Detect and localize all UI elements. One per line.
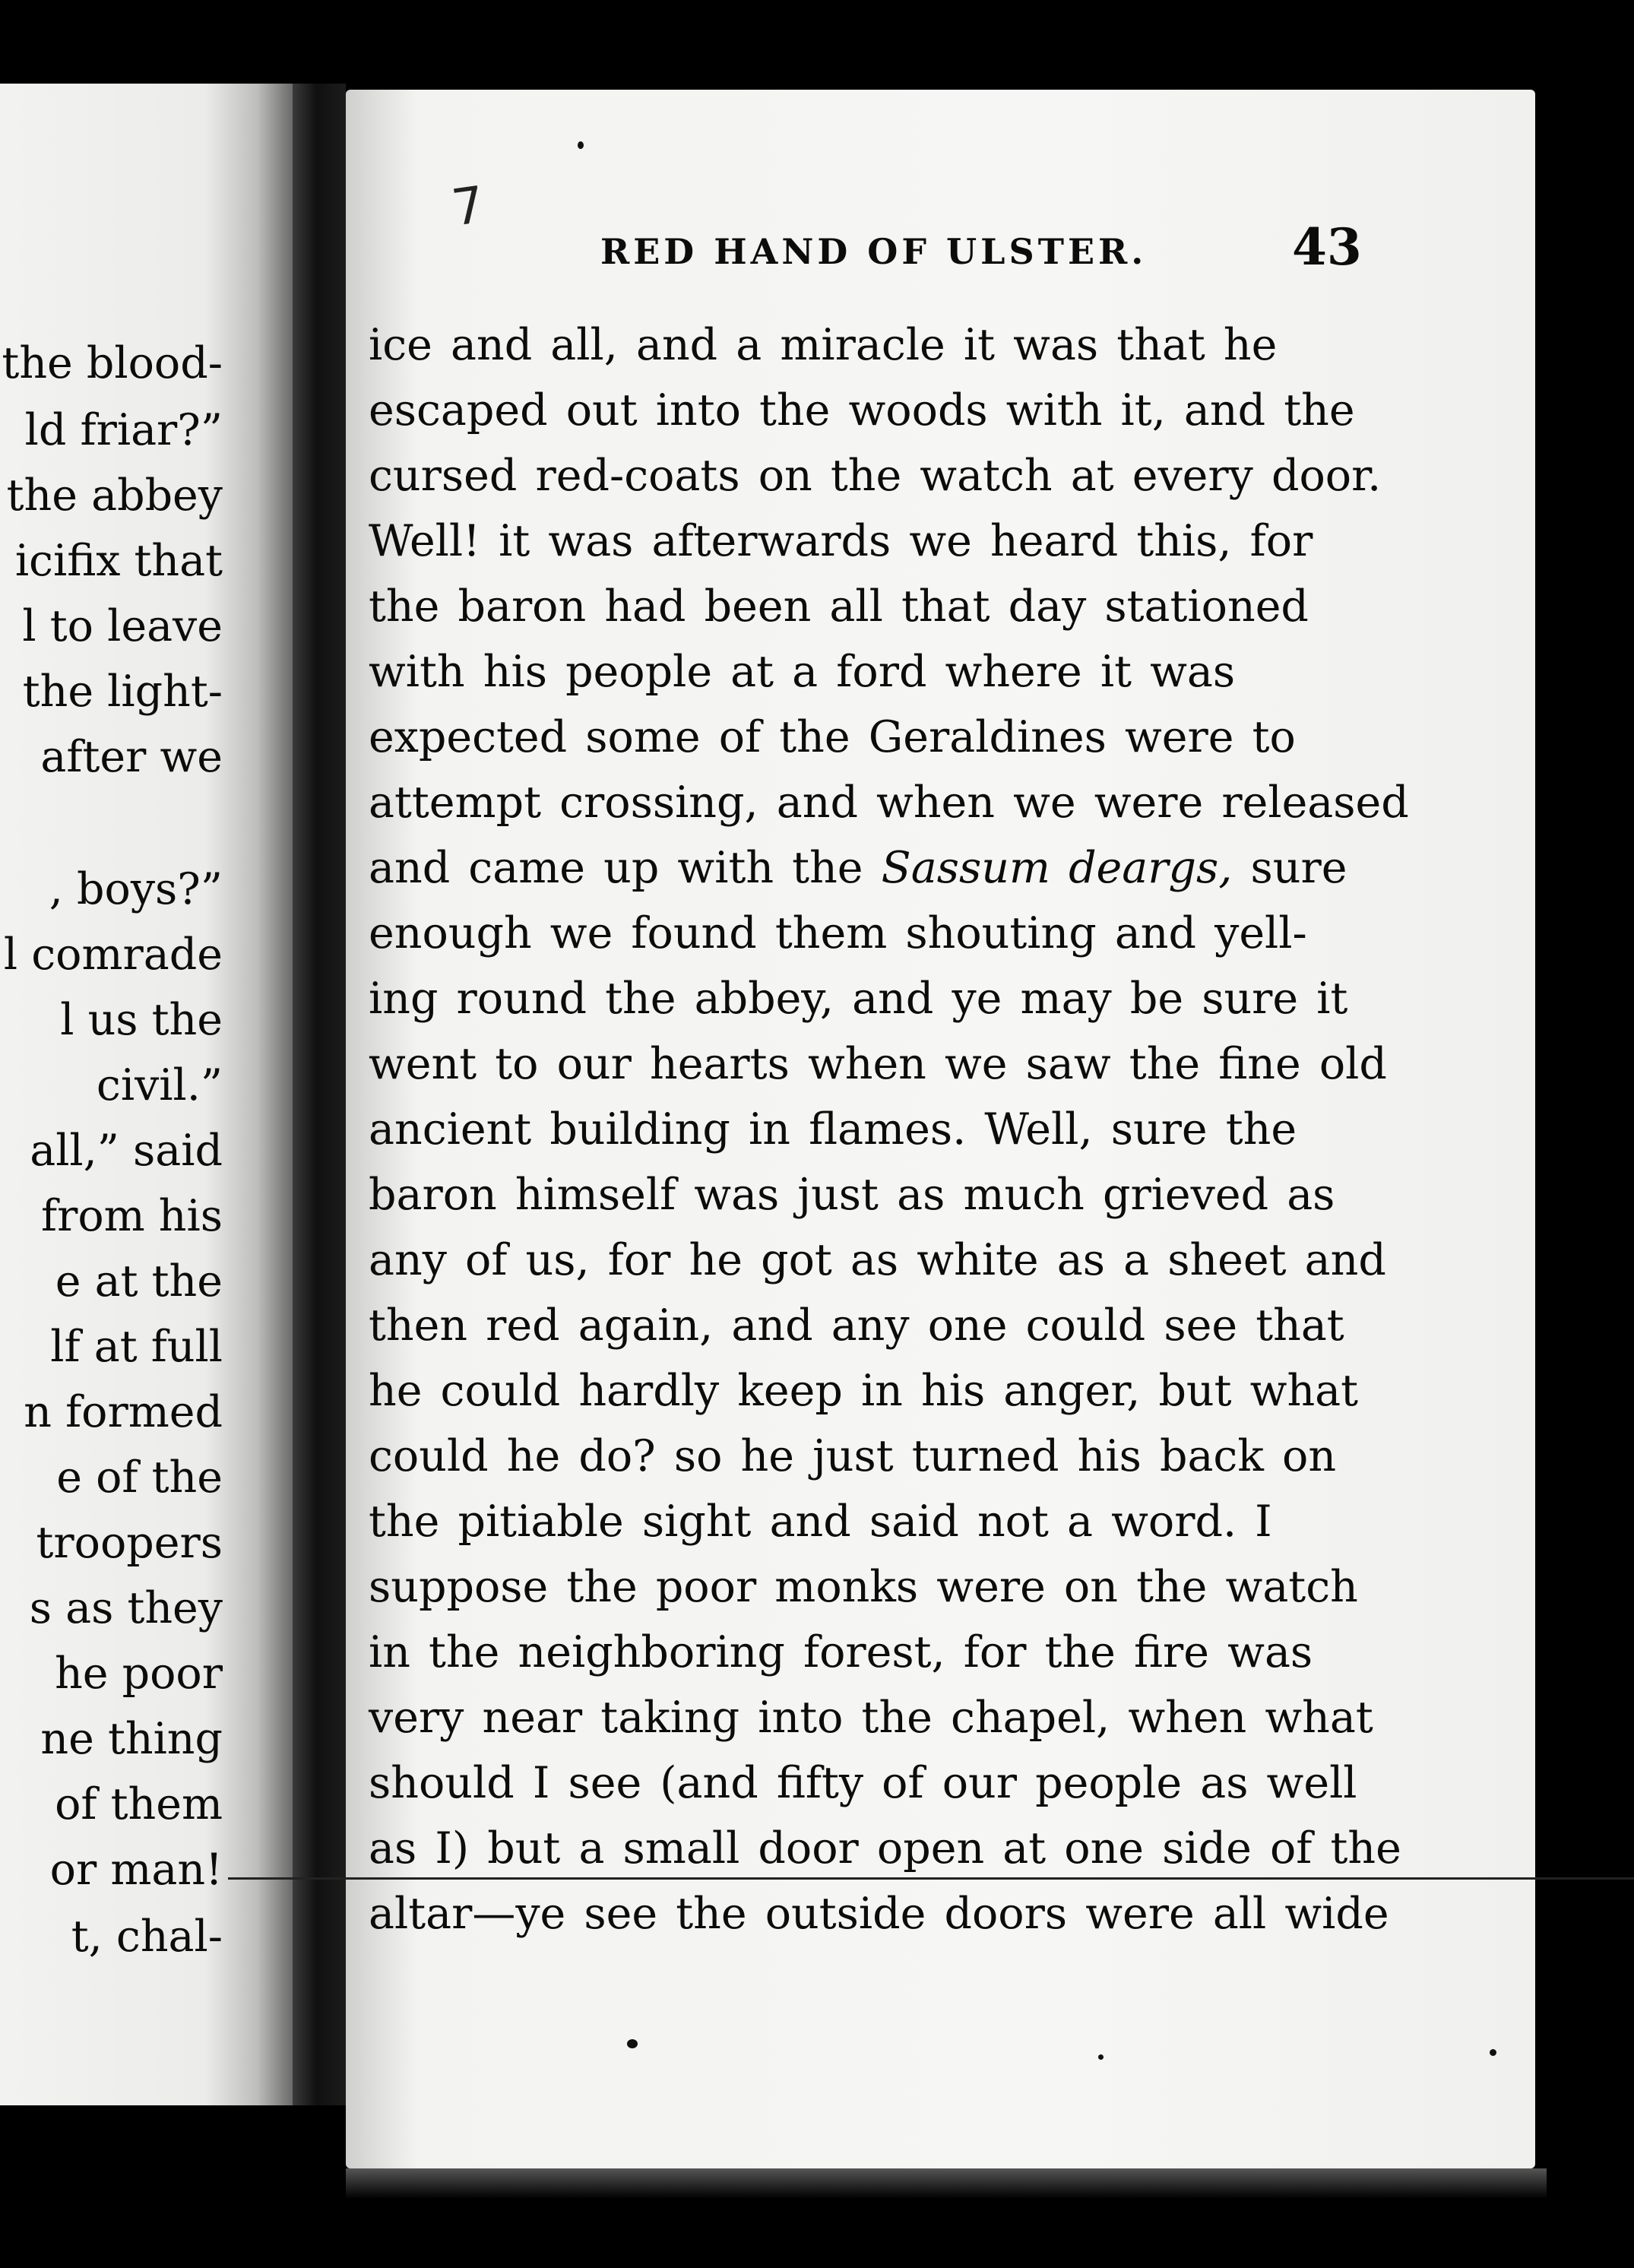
left-page-line: l us the [60, 995, 223, 1045]
left-page-line: the blood- [2, 338, 223, 388]
page-header [346, 217, 1535, 278]
text-line: escaped out into the woods with it, and the [369, 385, 1355, 436]
text-line: went to our hearts when we saw the fine old [369, 1039, 1387, 1089]
text-line: baron himself was just as much grieved as [369, 1170, 1335, 1220]
ink-speck [578, 141, 584, 149]
left-page-line: after we [40, 732, 223, 782]
left-page-line: civil.” [96, 1060, 223, 1110]
left-page-line: the abbey [6, 470, 223, 521]
left-page-line: icifix that [14, 536, 223, 586]
left-page-line: l to leave [22, 601, 223, 651]
left-page-line: e of the [56, 1452, 223, 1503]
text-line: ancient building in flames. Well, sure the [369, 1104, 1297, 1155]
page-number: 43 [1292, 217, 1362, 277]
book-page [346, 90, 1535, 2168]
left-page-line: ne thing [40, 1714, 223, 1764]
page-bottom-shadow [346, 2168, 1547, 2199]
left-page-line: s as they [29, 1583, 223, 1633]
text-line: any of us, for he got as white as a sheet and [369, 1235, 1386, 1285]
handwritten-margin-mark: 7 [448, 175, 489, 238]
scan-line-artifact [228, 1877, 1634, 1880]
text-line: suppose the poor monks were on the watch [369, 1562, 1358, 1612]
left-page-line: lf at full [50, 1322, 223, 1372]
left-page-line: the light- [22, 667, 223, 717]
ink-speck [627, 2039, 638, 2048]
left-page-line: t, chal- [71, 1912, 223, 1962]
text-line: expected some of the Geraldines were to [369, 712, 1296, 762]
left-page-line: l comrade [3, 930, 223, 980]
left-page-line: all,” said [30, 1126, 223, 1176]
text-line: in the neighboring forest, for the fire was [369, 1627, 1313, 1677]
ink-speck [1490, 2049, 1496, 2056]
left-page-line: troopers [36, 1518, 223, 1568]
text-line-end: sure [1250, 843, 1347, 893]
text-line: as I) but a small door open at one side of the [369, 1823, 1401, 1874]
text-line: the baron had been all that day stationed [369, 581, 1309, 632]
text-line: enough we found them shouting and yell- [369, 908, 1307, 958]
ink-speck [1098, 2054, 1104, 2060]
text-line: should I see (and fifty of our people as well [369, 1758, 1357, 1808]
text-line: the pitiable sight and said not a word. I [369, 1497, 1272, 1547]
text-line: could he do? so he just turned his back on [369, 1431, 1337, 1481]
text-line: altar—ye see the outside doors were all wide [369, 1889, 1389, 1939]
text-line: with his people at a ford where it was [369, 647, 1236, 697]
text-line: very near taking into the chapel, when what [369, 1693, 1373, 1743]
italic-phrase: Sassum deargs, [881, 843, 1233, 893]
text-line: ing round the abbey, and ye may be sure it [369, 974, 1348, 1024]
left-page-line: , boys?” [49, 864, 223, 914]
left-page-line: e at the [55, 1256, 223, 1307]
left-page-line: ld friar?” [24, 405, 223, 455]
text-line: attempt crossing, and when we were released [369, 778, 1409, 828]
text-line-with-italic [369, 841, 1347, 895]
left-page-line: n formed [24, 1387, 223, 1437]
left-page-line: from his [40, 1191, 223, 1241]
text-line: cursed red-coats on the watch at every door. [369, 451, 1382, 501]
text-line: then red again, and any one could see that [369, 1300, 1344, 1351]
text-line: Well! it was afterwards we heard this, for [369, 516, 1313, 566]
left-page-line: or man! [49, 1845, 223, 1895]
left-page-line: of them [55, 1779, 223, 1829]
text-line-start: and came up with the [369, 843, 863, 893]
text-line: he could hardly keep in his anger, but what [369, 1366, 1359, 1416]
left-page-line: he poor [55, 1649, 223, 1699]
previous-page-fragment [0, 84, 293, 2105]
running-head: RED HAND OF ULSTER. [600, 231, 1148, 272]
book-gutter [293, 84, 346, 2105]
text-line: ice and all, and a miracle it was that he [369, 320, 1278, 370]
